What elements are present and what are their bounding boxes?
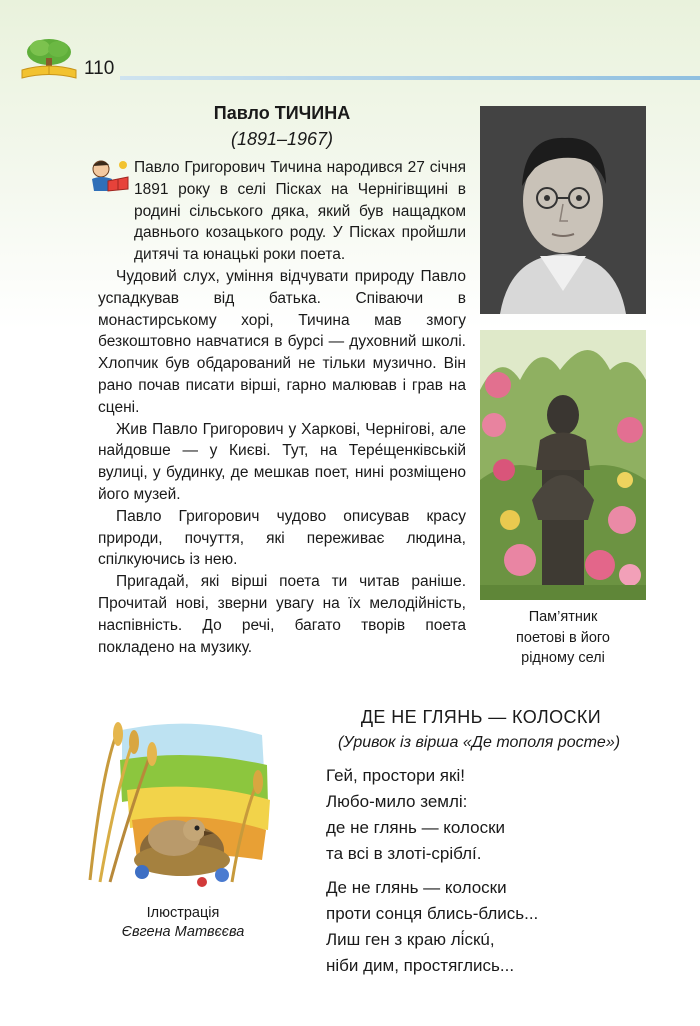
author-name: Павло ТИЧИНА (213, 103, 351, 123)
poem-line: та всі в злоті-сріблí. (326, 844, 482, 863)
biography-text (98, 157, 466, 658)
page-number: 110 (84, 58, 115, 79)
poem-line: Де не глянь — колоски (326, 878, 507, 897)
poem-line: Лиш ген з краю лі́скú, (326, 930, 495, 949)
poem-subtitle: (Уривок із вірша «Де тополя росте») (337, 734, 621, 751)
poem-line: де не глянь — колоски (326, 818, 506, 837)
poem-stanza (326, 763, 666, 867)
author-portrait (480, 106, 646, 314)
bio-paragraph: Павло Григорович Тичина народився 27 січня 1891 року в селі Пісках на Чернігівщині в родині сільського дяка, який був нащадком давнього козацького роду. У Пісках пройшли дитячі та юнацькі роки поета. (134, 159, 466, 264)
caption-line: Пам’ятник (528, 609, 598, 625)
illustration-author: Євгена Матвєєва (121, 924, 245, 940)
caption-line: рідному селі (521, 650, 605, 666)
bio-paragraph: Жив Павло Григорович у Харкові, Чернігові, але найдовше — у Києві. Тут, на Тере́щенківській вулиці, у будинку, де мешкав поет, нині розміщено його музей. (98, 420, 466, 503)
book-tree-icon (18, 36, 80, 82)
header-divider (120, 76, 700, 80)
poem-stanza (326, 875, 666, 979)
illustration-label: Ілюстрація (146, 905, 220, 921)
bird-in-wheat-illustration (82, 710, 278, 892)
bio-paragraph: Чудовий слух, уміння відчувати природу Павло успадкував від батька. Співаючи в монастирському хорі, Тичина мав змогу безкоштовно навчатися в бурсі — духовний школі. Хлопчик був обдарований не тільки музично. Він рано почав писати вірші, гарно малював і грав на сцені. (98, 267, 466, 416)
author-dates: (1891–1967) (230, 129, 334, 149)
poem-line: Гей, простори які! (326, 766, 465, 785)
poem-text (326, 763, 666, 987)
monument-caption (470, 607, 656, 669)
monument-photo (480, 330, 646, 600)
bio-paragraph: Пригадай, які вірші поета ти читав раніше. Прочитай нові, зверни увагу на їх мелодійність, наспівність. До речі, багато творів поета покладено на музику. (98, 573, 466, 656)
poem-title: ДЕ НЕ ГЛЯНЬ — КОЛОСКИ (360, 707, 602, 727)
caption-line: поетові в його (516, 629, 610, 646)
poem-line: ніби дим, простяглись... (326, 956, 515, 975)
bio-paragraph: Павло Григорович чудово описував красу природи, почуття, які переживає людина, спілкуючись із нею. (98, 507, 466, 569)
poem-line: проти сонця блись-блись... (326, 904, 539, 923)
poem-line: Любо-мило землі: (326, 792, 468, 811)
illustration-caption (100, 904, 266, 942)
